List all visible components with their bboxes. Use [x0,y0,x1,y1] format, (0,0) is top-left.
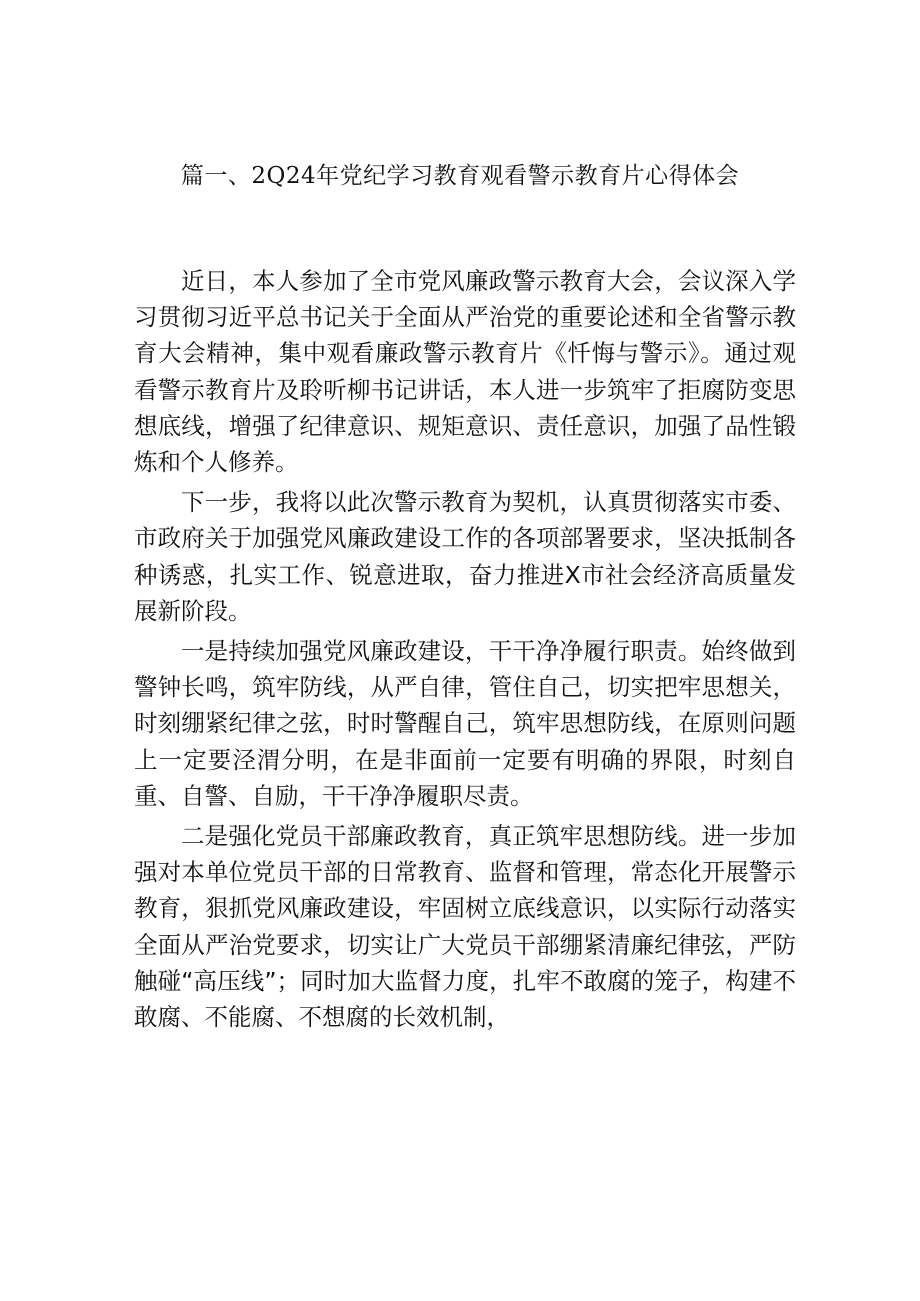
paragraph-4: 二是强化党员干部廉政教育，真正筑牢思想防线。进一步加强对本单位党员干部的日常教育、监督和管理，常态化开展警示教育，狠抓党风廉政建设，牢固树立底线意识，以实际行动落实全面从严治党要求，切实让广大党员干部绷紧清廉纪律弦，严防触碰“高压线”；同时加大监督力度，扎牢不敢腐的笼子，构建不敢腐、不能腐、不想腐的长效机制， [134,822,796,1032]
paragraph-2: 下一步，我将以此次警示教育为契机，认真贯彻落实市委、市政府关于加强党风廉政建设工作的各项部署要求，坚决抵制各种诱惑，扎实工作、锐意进取，奋力推进X市社会经济高质量发展新阶段。 [134,488,796,625]
paragraph-1: 近日，本人参加了全市党风廉政警示教育大会，会议深入学习贯彻习近平总书记关于全面从严治党的重要论述和全省警示教育大会精神，集中观看廉政警示教育片《忏悔与警示》。通过观看警示教育片及聆听柳书记讲话，本人进一步筑牢了拒腐防变思想底线，增强了纪律意识、规矩意识、责任意识，加强了品性锻炼和个人修养。 [134,267,796,477]
paragraph-3: 一是持续加强党风廉政建设，干干净净履行职责。始终做到警钟长鸣，筑牢防线，从严自律，管住自己，切实把牢思想关，时刻绷紧纪律之弦，时时警醒自己，筑牢思想防线，在原则问题上一定要泾渭分明，在是非面前一定要有明确的界限，时刻自重、自警、自励，干干净净履职尽责。 [134,637,796,810]
document-body [134,263,796,1039]
document-title: 篇一、2Q24年党纪学习教育观看警示教育片心得体会 [180,163,740,189]
